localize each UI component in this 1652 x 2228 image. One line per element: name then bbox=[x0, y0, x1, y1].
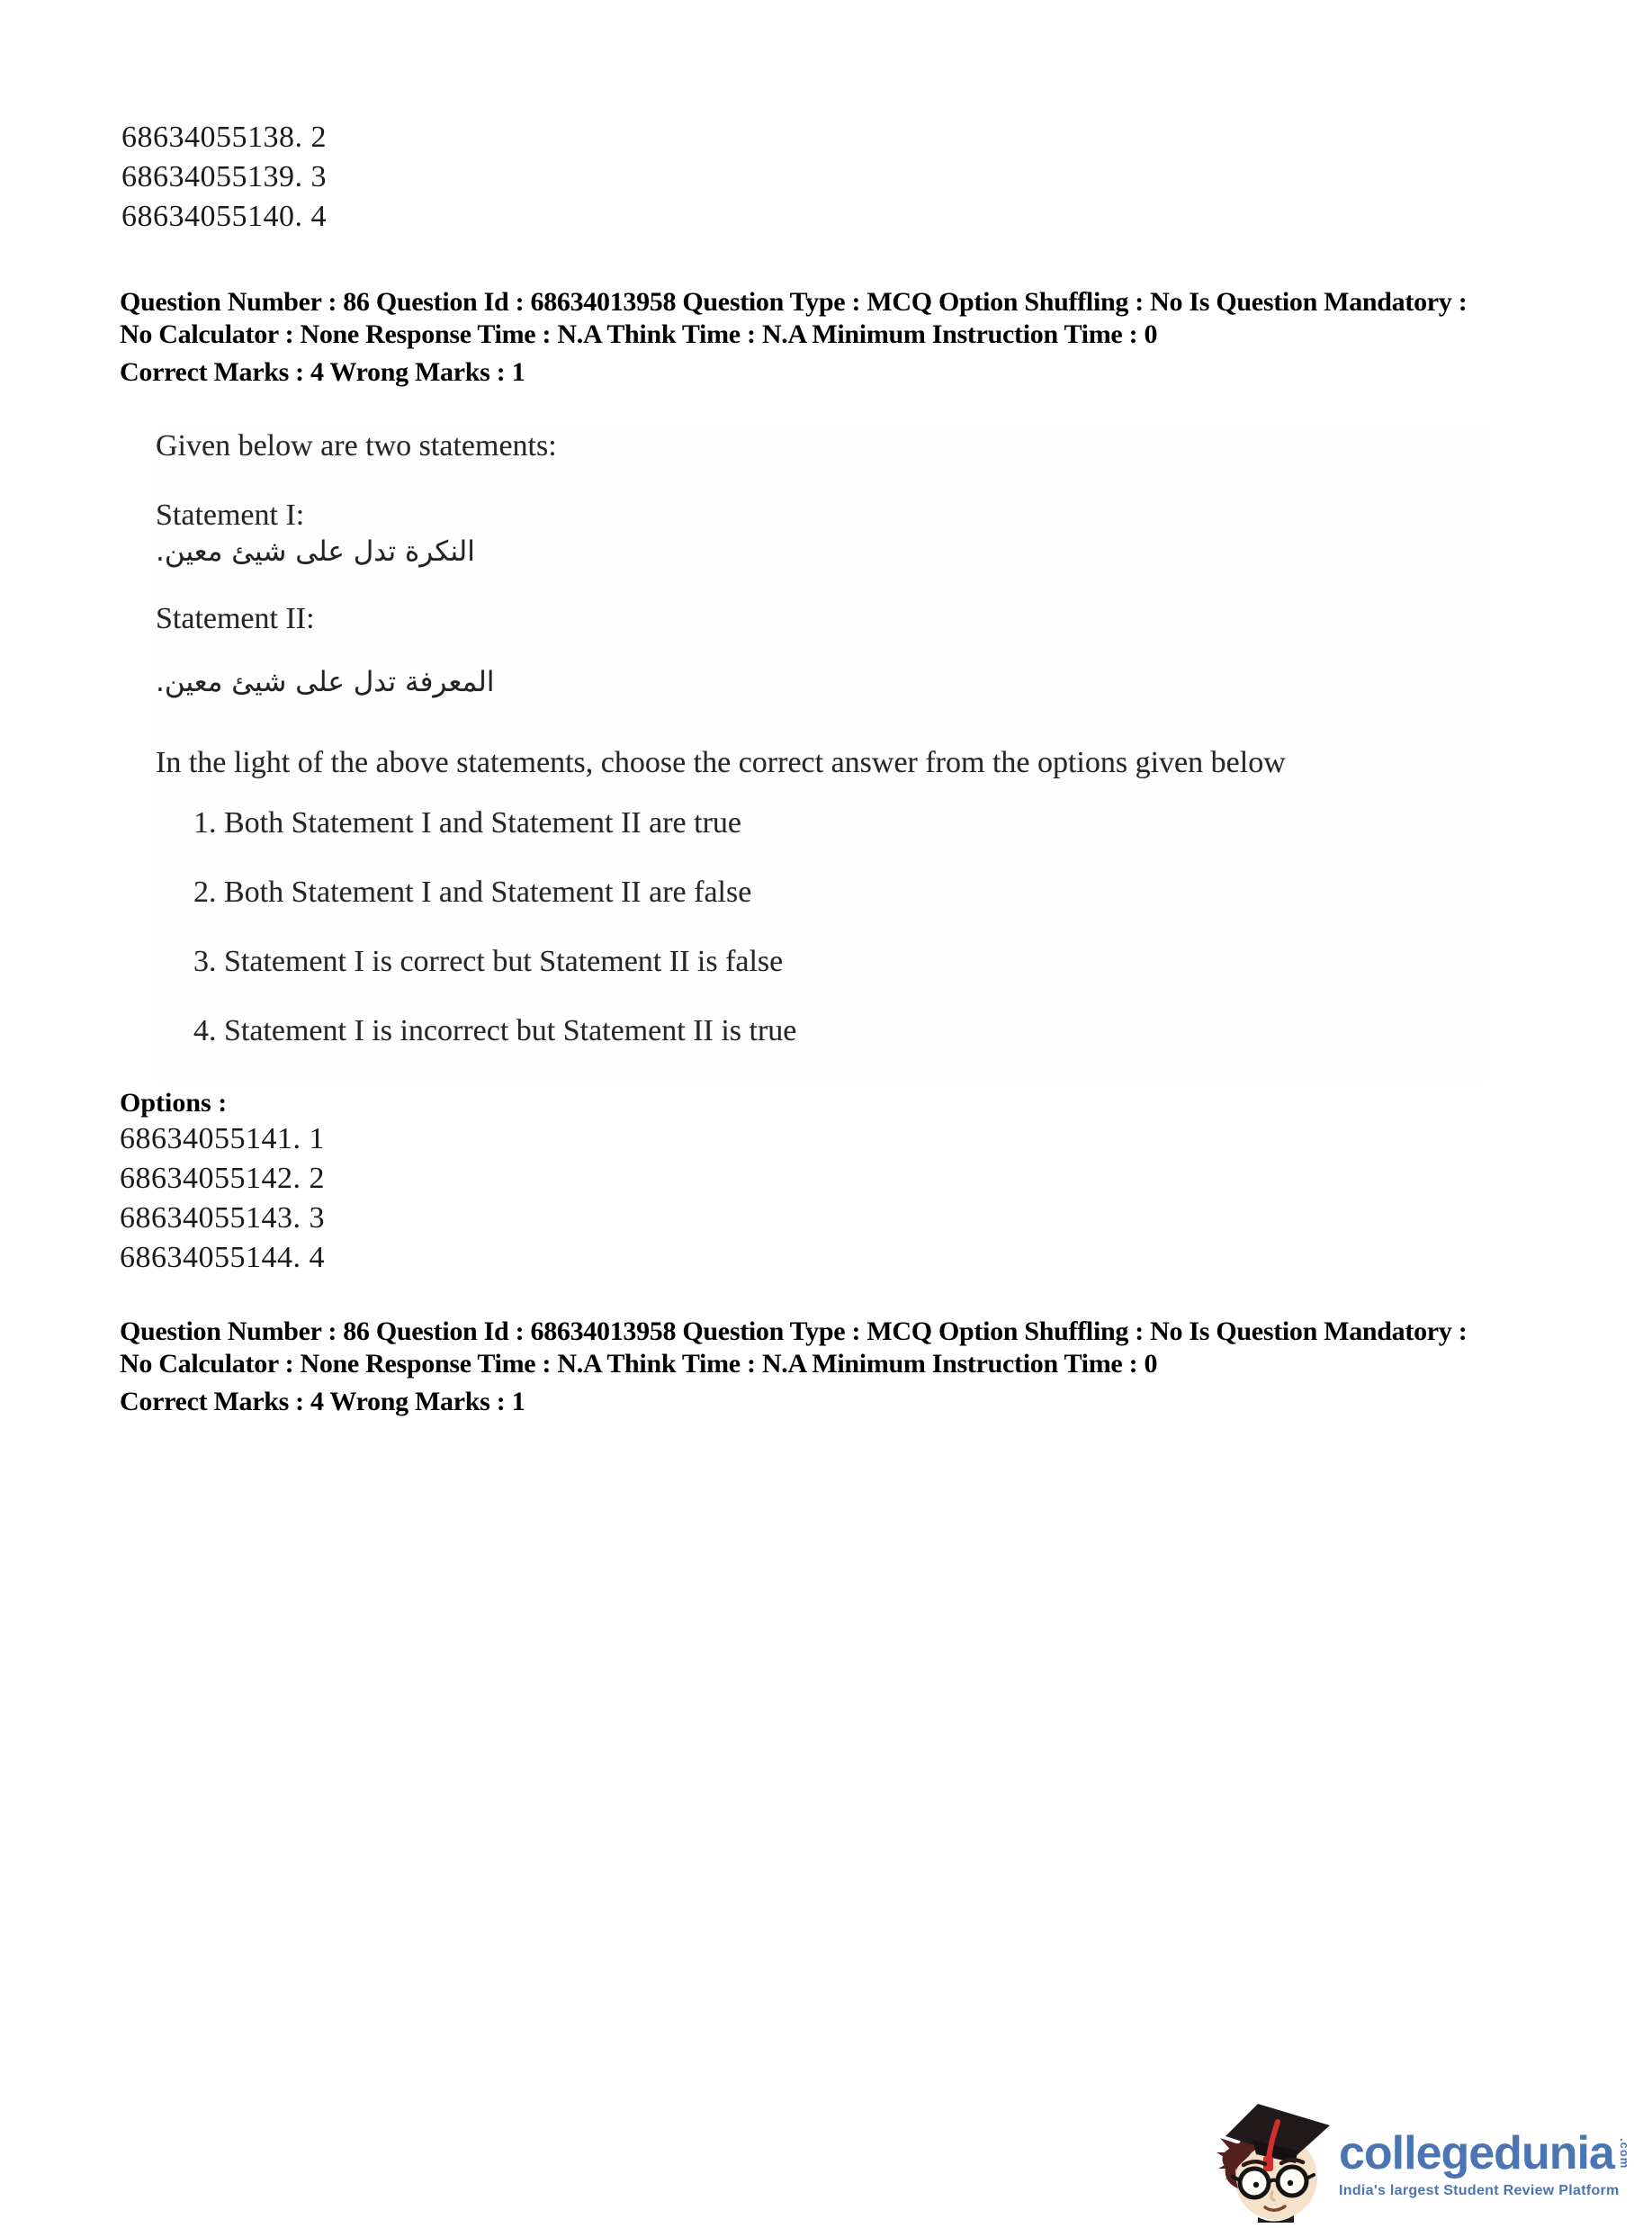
brand-tagline: India's largest Student Review Platform bbox=[1339, 2183, 1620, 2198]
statement-1-label: Statement I: bbox=[156, 499, 305, 532]
choice-list bbox=[156, 805, 1487, 1049]
option-id-line: 68634055143. 3 bbox=[120, 1201, 325, 1235]
marks-line: Correct Marks : 4 Wrong Marks : 1 bbox=[120, 357, 525, 387]
question-metadata-block bbox=[120, 286, 1467, 389]
choice-3: 3. Statement I is correct but Statement II is false bbox=[193, 945, 784, 978]
choice-4: 4. Statement I is incorrect but Statement II is true bbox=[193, 1014, 797, 1047]
options-id-section bbox=[120, 1087, 325, 1278]
marks-line: Correct Marks : 4 Wrong Marks : 1 bbox=[120, 1387, 525, 1416]
collegedunia-mascot-icon bbox=[1217, 2102, 1335, 2223]
option-id-line: 68634055144. 4 bbox=[120, 1241, 325, 1274]
previous-question-option-ids bbox=[121, 118, 327, 237]
question-metadata-block-repeat bbox=[120, 1316, 1467, 1418]
brand-name: collegedunia bbox=[1339, 2127, 1614, 2179]
option-id-line: 68634055139. 3 bbox=[121, 160, 327, 193]
metadata-line: Question Number : 86 Question Id : 68634013958 Question Type : MCQ Option Shuffling : No Is Question Mandatory : bbox=[120, 1316, 1468, 1346]
question-instruction: In the light of the above statements, choose the correct answer from the options given below bbox=[156, 746, 1286, 779]
statement-2-label: Statement II: bbox=[156, 602, 315, 635]
option-id-line: 68634055140. 4 bbox=[121, 200, 327, 233]
options-label: Options : bbox=[120, 1088, 228, 1118]
option-id-line: 68634055138. 2 bbox=[121, 121, 327, 154]
brand-text-block bbox=[1339, 2102, 1631, 2199]
metadata-line: No Calculator : None Response Time : N.A Think Time : N.A Minimum Instruction Time : 0 bbox=[120, 1349, 1158, 1379]
question-content bbox=[156, 428, 1487, 1083]
question-intro: Given below are two statements: bbox=[156, 429, 557, 463]
statement-1-arabic-text: النكرة تدل على شيئ معين. bbox=[156, 535, 475, 568]
choice-2: 2. Both Statement I and Statement II are false bbox=[193, 876, 752, 909]
metadata-line: Question Number : 86 Question Id : 68634013958 Question Type : MCQ Option Shuffling : No Is Question Mandatory : bbox=[120, 287, 1468, 317]
collegedunia-branding bbox=[1217, 2102, 1639, 2228]
statement-2-arabic-text: المعرفة تدل على شيئ معين. bbox=[156, 666, 495, 698]
option-id-line: 68634055141. 1 bbox=[120, 1122, 325, 1155]
choice-1: 1. Both Statement I and Statement II are true bbox=[193, 806, 741, 840]
option-id-line: 68634055142. 2 bbox=[120, 1162, 325, 1195]
brand-name-row bbox=[1339, 2129, 1631, 2178]
metadata-line: No Calculator : None Response Time : N.A Think Time : N.A Minimum Instruction Time : 0 bbox=[120, 319, 1158, 349]
brand-tld: .com bbox=[1617, 2138, 1631, 2170]
